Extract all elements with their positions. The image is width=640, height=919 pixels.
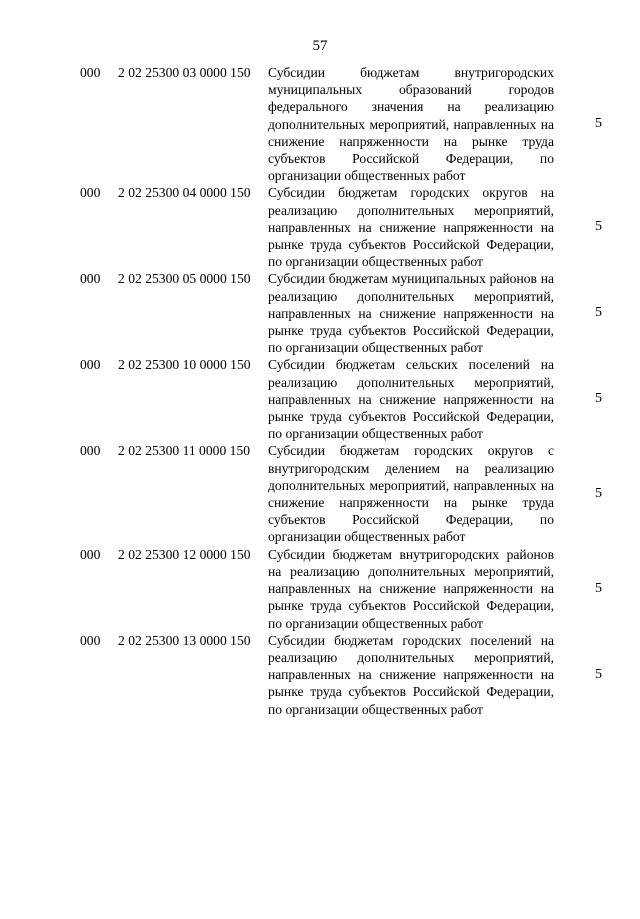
budget-classification-table	[80, 64, 610, 718]
normative-value: 5	[595, 305, 602, 321]
admin-code: 000	[80, 65, 101, 80]
normative-value: 5	[595, 116, 602, 132]
kbk-code: 2 02 25300 13 0000 150	[118, 632, 251, 648]
table-row	[80, 356, 610, 442]
admin-code: 000	[80, 443, 101, 459]
kbk-code: 2 02 25300 05 0000 150	[118, 271, 251, 287]
admin-code: 000	[80, 357, 101, 373]
table-row	[80, 184, 610, 270]
income-name: Субсидии бюджетам муниципальных районов на реализацию дополнительных мероприятий, направленных на снижение напряженности на рынке труда субъектов Российской Федерации, по организации общественных работ	[268, 271, 554, 356]
income-name: Субсидии бюджетам городских поселений на реализацию дополнительных мероприятий, направленных на снижение напряженности на рынке труда субъектов Российской Федерации, по организации общественных работ	[268, 632, 554, 717]
table-row	[80, 270, 610, 356]
page-number: 57	[312, 38, 328, 54]
income-name: Субсидии бюджетам городских округов с внутригородским делением на реализацию дополнительных мероприятий, направленных на снижение напряженности на рынке труда субъектов Российской Федерации, по организации общественных работ	[268, 443, 554, 545]
kbk-code: 2 02 25300 10 0000 150	[118, 357, 251, 373]
kbk-code: 2 02 25300 12 0000 150	[118, 546, 251, 562]
admin-code: 000	[80, 632, 101, 648]
normative-value: 5	[595, 219, 602, 235]
admin-code: 000	[80, 271, 101, 287]
table-row	[80, 64, 610, 184]
normative-value: 5	[595, 666, 602, 682]
table-row	[80, 442, 610, 545]
normative-value: 5	[595, 580, 602, 596]
kbk-code: 2 02 25300 03 0000 150	[118, 65, 251, 80]
income-name: Субсидии бюджетам внутригородских районов на реализацию дополнительных мероприятий, направленных на снижение напряженности на рынке труда субъектов Российской Федерации, по организации общественных работ	[268, 546, 554, 631]
kbk-code: 2 02 25300 11 0000 150	[118, 443, 251, 459]
normative-value: 5	[595, 391, 602, 407]
table-row	[80, 546, 610, 632]
admin-code: 000	[80, 546, 101, 562]
income-name: Субсидии бюджетам внутригородских муниципальных образований городов федерального значения на реализацию дополнительных мероприятий, направленных на снижение напряженности на рынке труда субъектов Российской Федерации, по организации общественных работ	[268, 65, 554, 184]
income-name: Субсидии бюджетам городских округов на реализацию дополнительных мероприятий, направленных на снижение напряженности на рынке труда субъектов Российской Федерации, по организации общественных работ	[268, 185, 554, 270]
income-name: Субсидии бюджетам сельских поселений на реализацию дополнительных мероприятий, направленных на снижение напряженности на рынке труда субъектов Российской Федерации, по организации общественных работ	[268, 357, 554, 442]
table-row	[80, 632, 610, 718]
admin-code: 000	[80, 185, 101, 201]
normative-value: 5	[595, 486, 602, 502]
kbk-code: 2 02 25300 04 0000 150	[118, 185, 251, 201]
